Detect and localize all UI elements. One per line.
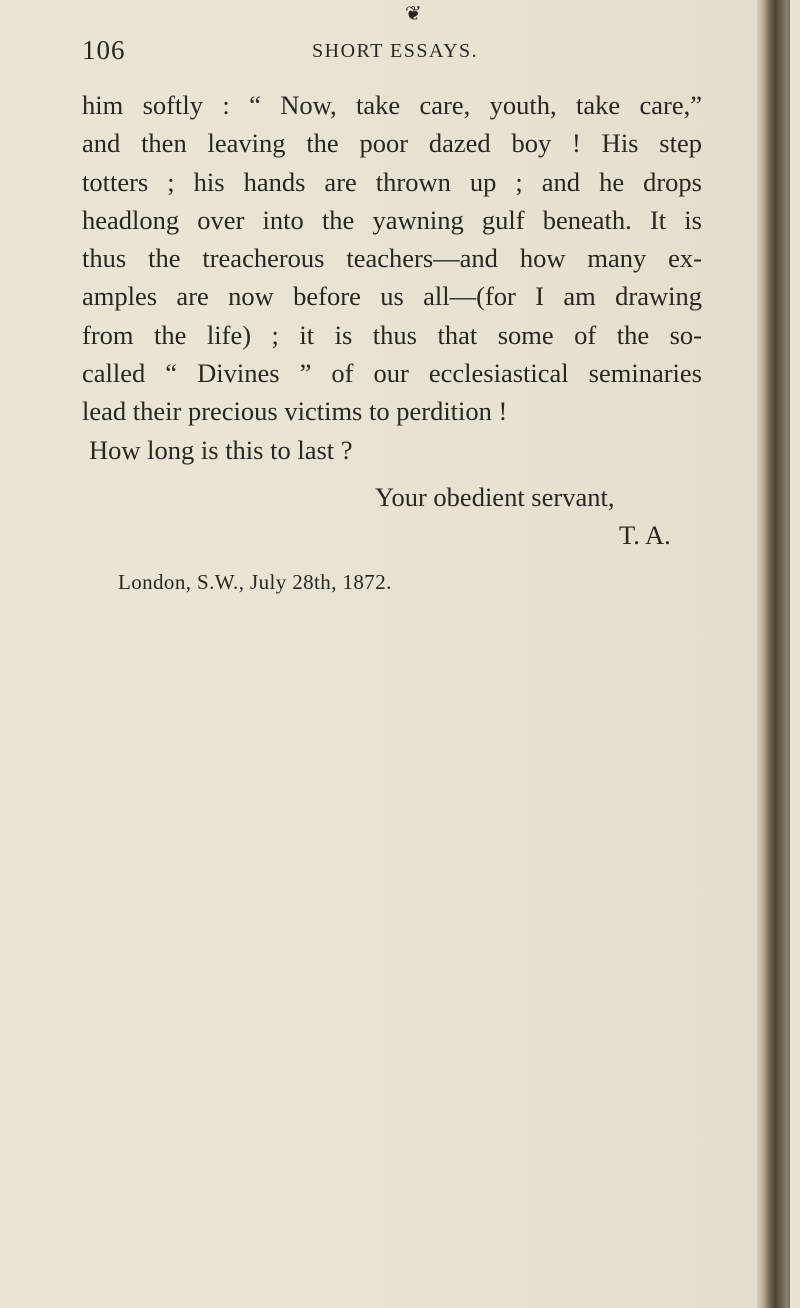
- running-head: SHORT ESSAYS.: [312, 40, 479, 62]
- closing-salutation: Your obedient servant,: [375, 482, 615, 512]
- page-edge: [790, 0, 800, 1308]
- text-line: How long is this to last ?: [89, 434, 353, 465]
- body-text: [82, 86, 702, 469]
- dateline: London, S.W., July 28th, 1872.: [118, 570, 392, 594]
- text-line: lead their precious victims to perdition !: [82, 396, 508, 427]
- text-line: amples are now before us all—(for I am drawing: [82, 281, 702, 312]
- page-header: [82, 34, 662, 66]
- text-line: headlong over into the yawning gulf beneath. It is: [82, 204, 702, 235]
- text-line: called “ Divines ” of our ecclesiastical seminaries: [82, 358, 702, 389]
- header-ornament: ❦: [405, 3, 422, 25]
- page-number: 106: [82, 35, 126, 65]
- text-line: totters ; his hands are thrown up ; and he drops: [82, 166, 702, 197]
- text-line: thus the treacherous teachers—and how many ex-: [82, 243, 702, 274]
- signature: T. A.: [619, 520, 671, 550]
- text-line: and then leaving the poor dazed boy ! His step: [82, 128, 702, 159]
- text-line: from the life) ; it is thus that some of the so-: [82, 319, 702, 350]
- text-line: him softly : “ Now, take care, youth, take care,”: [82, 90, 702, 120]
